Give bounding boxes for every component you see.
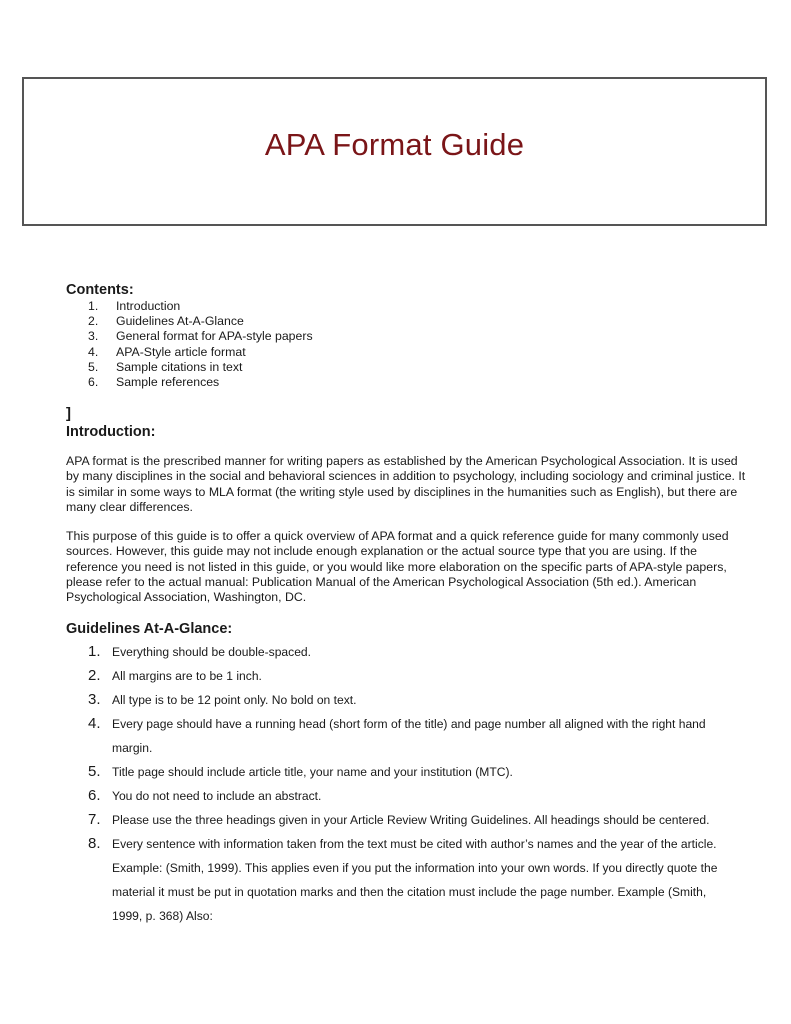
toc-number: 2. xyxy=(88,314,99,329)
table-of-contents xyxy=(88,299,313,390)
guideline-item xyxy=(88,640,728,664)
guideline-item xyxy=(88,832,728,928)
intro-paragraph-1: APA format is the prescribed manner for writing papers as established by the American Psychological Association. It is used by many disciplines in the social and behavioral sciences in addition to psychology, including sociology and criminal justice. It is similar in some ways to MLA format (the writing style used by disciplines in the humanities such as English), but there are many clear differences. xyxy=(66,454,746,514)
guideline-text: Title page should include article title, your name and your institution (MTC). xyxy=(112,765,513,779)
toc-item xyxy=(88,360,313,375)
guideline-number: 6. xyxy=(88,787,101,804)
guideline-item xyxy=(88,664,728,688)
guideline-number: 1. xyxy=(88,643,101,660)
guideline-number: 2. xyxy=(88,667,101,684)
toc-item xyxy=(88,345,313,360)
toc-number: 5. xyxy=(88,359,99,374)
guidelines-list xyxy=(88,640,728,928)
toc-label: Guidelines At-A-Glance xyxy=(116,314,244,329)
document-title: APA Format Guide xyxy=(264,127,525,162)
contents-heading: Contents: xyxy=(66,282,134,298)
guideline-text: All margins are to be 1 inch. xyxy=(112,669,262,683)
toc-label: Sample citations in text xyxy=(116,359,243,374)
toc-number: 1. xyxy=(88,299,99,313)
toc-label: APA-Style article format xyxy=(116,344,246,359)
guideline-text: Please use the three headings given in your Article Review Writing Guidelines. All headings should be centered. xyxy=(112,813,710,827)
guideline-number: 7. xyxy=(88,811,101,828)
toc-label: Introduction xyxy=(116,299,181,313)
toc-label: Sample references xyxy=(116,375,220,390)
toc-number: 3. xyxy=(88,329,99,344)
toc-number: 6. xyxy=(88,375,99,390)
intro-paragraph-2: This purpose of this guide is to offer a quick overview of APA format and a quick reference guide for many commonly used sources. However, this guide may not include enough explanation or the actual source type that you are using. If the reference you need is not listed in this guide, or you would like more elaboration on the specific parts of APA-style papers, please refer to the actual manual: Publication Manual of the American Psychological Association (5th ed.). American Psychological Association, Washington, DC. xyxy=(66,529,729,605)
guideline-text: Every page should have a running head (short form of the title) and page number all aligned with the right hand margin. xyxy=(112,717,706,755)
toc-number: 4. xyxy=(88,344,99,359)
guideline-number: 8. xyxy=(88,835,101,852)
toc-label: General format for APA-style papers xyxy=(116,329,313,344)
guideline-text: Everything should be double-spaced. xyxy=(112,645,312,659)
guideline-item xyxy=(88,760,728,784)
guideline-item xyxy=(88,784,728,808)
toc-item xyxy=(88,375,313,390)
guideline-number: 5. xyxy=(88,763,101,780)
guideline-item xyxy=(88,712,728,760)
guideline-text: You do not need to include an abstract. xyxy=(112,789,322,803)
guideline-number: 3. xyxy=(88,691,101,708)
toc-item xyxy=(88,314,313,329)
introduction-heading: Introduction: xyxy=(66,424,156,440)
toc-item xyxy=(88,299,313,314)
toc-item xyxy=(88,329,313,344)
guidelines-heading: Guidelines At-A-Glance: xyxy=(66,621,233,637)
title-box xyxy=(22,77,767,226)
guideline-number: 4. xyxy=(88,715,101,732)
guideline-item xyxy=(88,808,728,832)
guideline-text: All type is to be 12 point only. No bold on text. xyxy=(112,693,357,707)
guideline-text: Every sentence with information taken from the text must be cited with author’s names and the year of the article. Example: (Smith, 1999). This applies even if you put the information into your own words. If you directly quote the material it must be put in quotation marks and then the citation must include the page number. Example (Smith, 1999, p. 368) Also: xyxy=(112,837,718,923)
stray-bracket: ] xyxy=(66,405,71,422)
guideline-item xyxy=(88,688,728,712)
